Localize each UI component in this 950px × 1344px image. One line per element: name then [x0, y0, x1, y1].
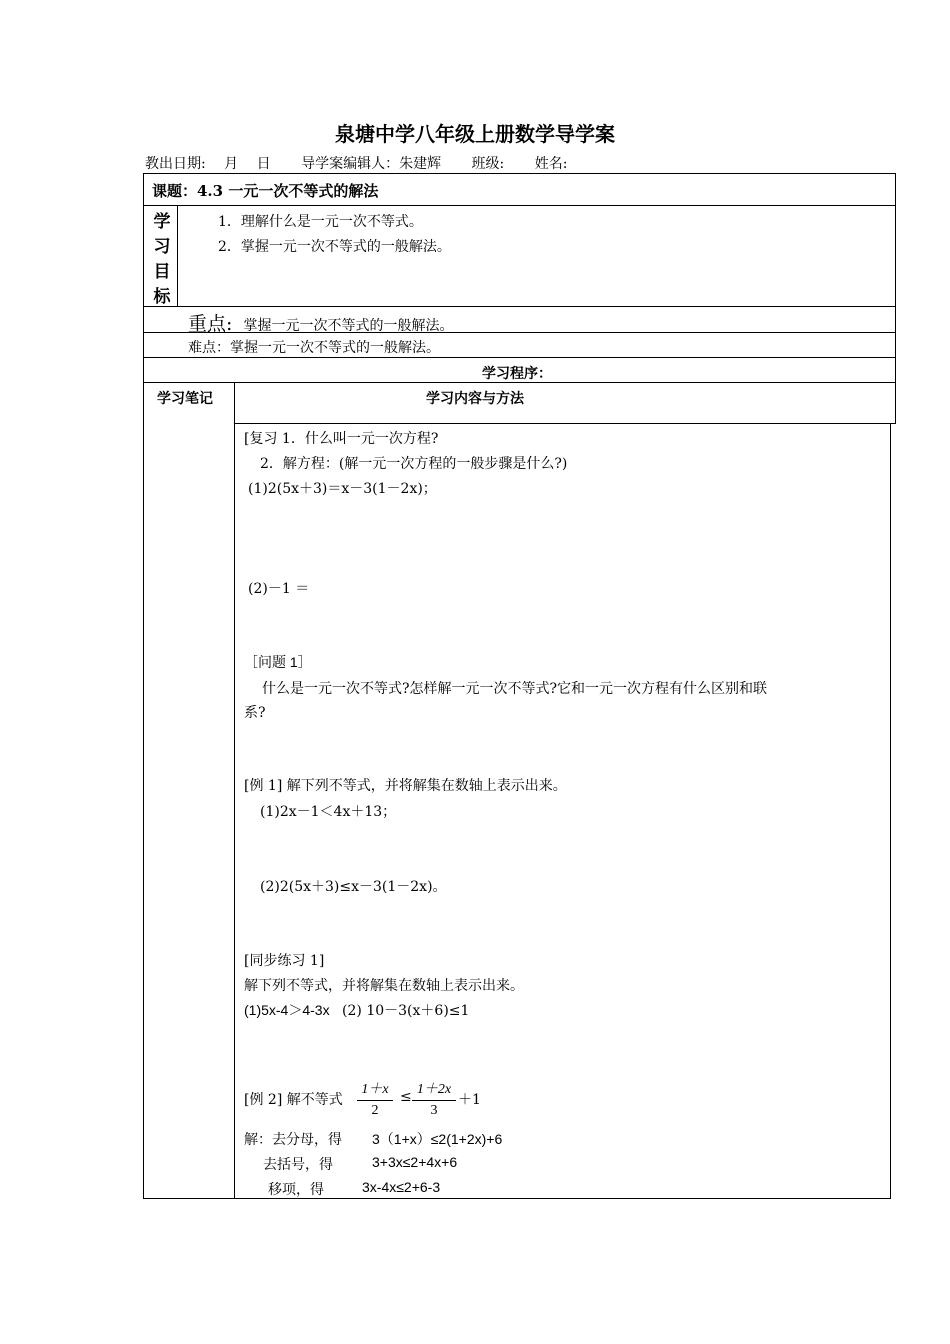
row-line-columns [234, 423, 896, 424]
solution-step-3-expr: 3x-4x≤2+6-3 [362, 1179, 441, 1195]
objectives-heading-char: 学 [153, 212, 171, 232]
month-label: 月 [224, 156, 239, 172]
objectives-heading-char: 标 [153, 287, 171, 307]
problem-text-line1: 什么是一元一次不等式?怎样解一元一次不等式?它和一元一次方程有什么区别和联 [262, 681, 768, 697]
objectives-heading [147, 210, 177, 310]
practice-question-1: (1)5x-4＞4-3x [244, 1002, 330, 1018]
leq-sign: ≤ [400, 1089, 412, 1105]
example2-label: [例 2] 解不等式 [244, 1092, 343, 1108]
objectives-divider [177, 205, 178, 306]
plus-one: ＋1 [458, 1092, 481, 1108]
meta-line [145, 153, 581, 173]
solution-step-2-expr: 3+3x≤2+4x+6 [372, 1154, 458, 1170]
topic-title: 课题：4.3 一元一次不等式的解法 [152, 182, 379, 200]
content-column-heading: 学习内容与方法 [426, 391, 524, 407]
date-label: 教出日期: [145, 156, 206, 172]
objectives-heading-char: 习 [153, 237, 171, 257]
fraction-left-numerator: 1＋x [361, 1082, 389, 1097]
example1-question-2: (2)2(5x＋3)≤x－3(1－2x)。 [260, 879, 447, 895]
table-border-left [143, 173, 144, 1199]
row-line-topic [143, 205, 896, 206]
fraction-right [412, 1078, 456, 1119]
review-equation-1: (1)2(5x＋3)＝x－3(1－2x)； [248, 481, 437, 497]
review-question-2: 2．解方程：(解一元一次方程的一般步骤是什么?) [260, 456, 568, 472]
class-label: 班级: [471, 156, 505, 172]
review-equation-2: (2)－1 ＝ [248, 581, 310, 597]
solution-step-2-label: 去括号，得 [263, 1157, 333, 1173]
notes-divider [234, 382, 235, 1199]
example1-label: [例 1] 解下列不等式，并将解集在数轴上表示出来。 [244, 778, 567, 794]
solution-step-1-expr: 3（1+x）≤2(1+2x)+6 [372, 1131, 503, 1147]
procedure-heading: 学习程序： [482, 366, 552, 382]
objective-item: 1．理解什么是一元一次不等式。 [218, 214, 423, 230]
fraction-right-denominator: 3 [430, 1103, 438, 1118]
practice-label: [同步练习 1] [244, 953, 325, 969]
notes-column-heading: 学习笔记 [157, 391, 213, 407]
example1-question-1: (1)2x－1＜4x＋13； [260, 804, 397, 820]
fraction-left-denominator: 2 [371, 1103, 379, 1118]
review-question-1: [复习 1．什么叫一元一次方程? [244, 431, 439, 447]
row-line-difficulty [143, 357, 896, 358]
key-point-label: 重点: [188, 313, 233, 335]
table-border-top [143, 173, 896, 174]
key-point-text: 掌握一元一次不等式的一般解法。 [243, 318, 454, 334]
practice-instruction: 解下列不等式，并将解集在数轴上表示出来。 [244, 978, 524, 994]
problem-text-line2: 系? [244, 705, 266, 721]
fraction-left-bar [357, 1100, 393, 1101]
difficulty-text: 难点：掌握一元一次不等式的一般解法。 [188, 340, 440, 356]
objectives-heading-char: 目 [153, 262, 171, 282]
fraction-left [357, 1078, 393, 1119]
solution-step-3-label: 移项，得 [268, 1182, 324, 1198]
table-border-bottom [143, 1198, 891, 1199]
objective-item: 2．掌握一元一次不等式的一般解法。 [218, 239, 451, 255]
problem-label: ［问题 1］ [244, 654, 312, 670]
name-label: 姓名: [534, 156, 568, 172]
day-label: 日 [256, 156, 271, 172]
practice-question-2: (2) 10－3(x＋6)≤1 [342, 1003, 470, 1019]
table-border-right-upper [895, 173, 896, 423]
row-line-objectives [143, 306, 896, 307]
page-title: 泉塘中学八年级上册数学导学案 [335, 122, 615, 146]
editor-label: 导学案编辑人：朱建辉 [301, 156, 442, 172]
fraction-right-numerator: 1＋2x [416, 1082, 452, 1097]
fraction-right-bar [412, 1100, 456, 1101]
solution-step-1-label: 解：去分母，得 [244, 1132, 342, 1148]
practice-questions [244, 1000, 469, 1020]
key-point [188, 309, 454, 336]
table-border-right-lower [890, 423, 891, 1199]
